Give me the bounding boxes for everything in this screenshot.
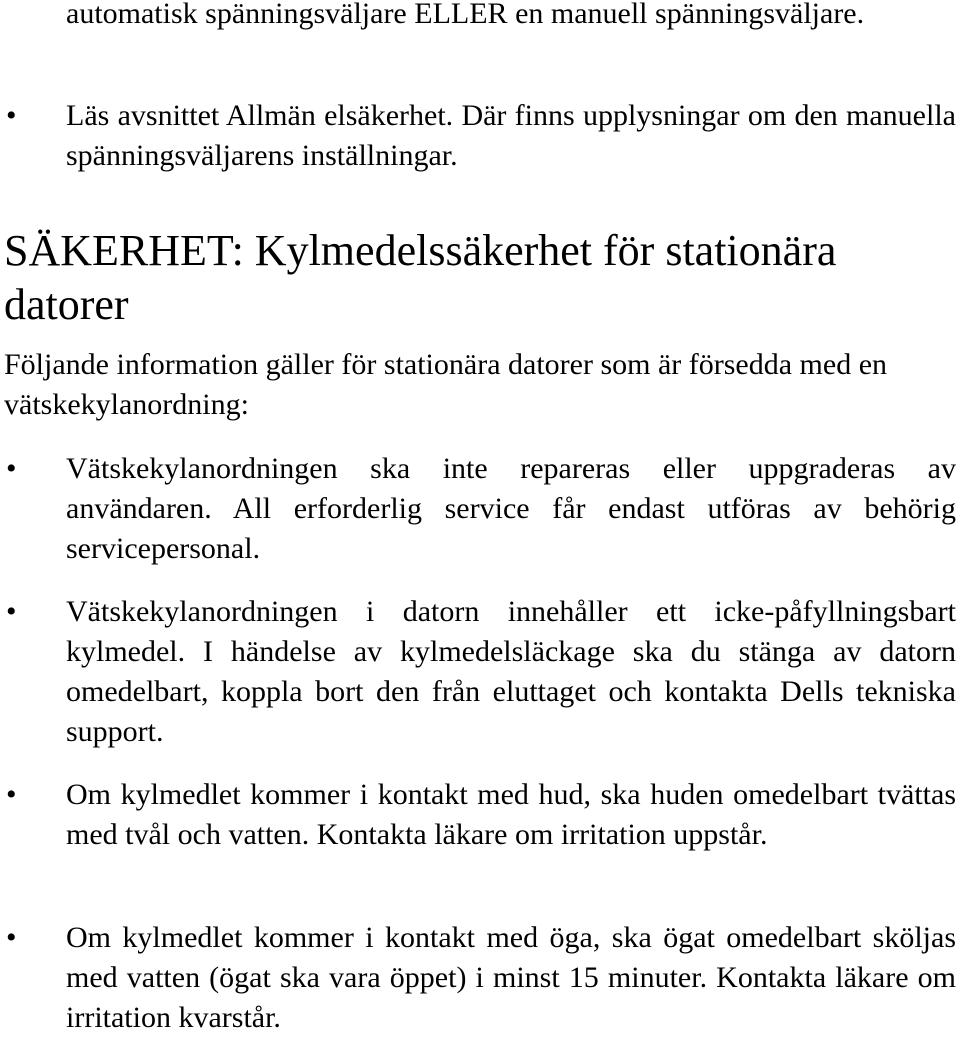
- list-item-text: Vätskekylanordningen ska inte repareras eller uppgraderas av användaren. All erforderlig service får endast utföras av behörig servicepersonal.: [66, 452, 956, 565]
- bullet-icon: •: [6, 921, 17, 954]
- list-item-text: Om kylmedlet kommer i kontakt med öga, ska ögat omedelbart sköljas med vatten (ögat ska vara öppet) i minst 15 minuter. Kontakta läkare om irritation kvarstår.: [66, 921, 956, 1034]
- continued-list-item-text: automatisk spänningsväljare ELLER en manuell spänningsväljare.: [66, 0, 865, 30]
- list-item: [0, 918, 960, 1038]
- list-item: [0, 592, 960, 752]
- list-item: [0, 775, 960, 895]
- bullet-icon: •: [6, 452, 17, 485]
- bullet-icon: •: [6, 778, 17, 811]
- list-item: [0, 449, 960, 569]
- section-heading: SÄKERHET: Kylmedelssäkerhet för stationära datorer: [4, 226, 837, 329]
- section-intro: Följande information gäller för stationära datorer som är försedda med en vätskekylanordning:: [4, 348, 888, 421]
- list-item-text: Vätskekylanordningen i datorn innehåller ett icke-påfyllningsbart kylmedel. I händelse av kylmedelsläckage ska du stänga av datorn omedelbart, koppla bort den från eluttaget och kontakta Dells tekniska support.: [66, 595, 956, 748]
- continued-list-item: [0, 0, 960, 74]
- list-item-text: Läs avsnittet Allmän elsäkerhet. Där finns upplysningar om den manuella spänningsväljarens inställningar.: [66, 99, 956, 172]
- list-item-text: Om kylmedlet kommer i kontakt med hud, ska huden omedelbart tvättas med tvål och vatten. Kontakta läkare om irritation uppstår.: [66, 778, 956, 851]
- list-item: [0, 96, 960, 176]
- bullet-icon: •: [6, 595, 17, 628]
- bullet-icon: •: [6, 99, 17, 132]
